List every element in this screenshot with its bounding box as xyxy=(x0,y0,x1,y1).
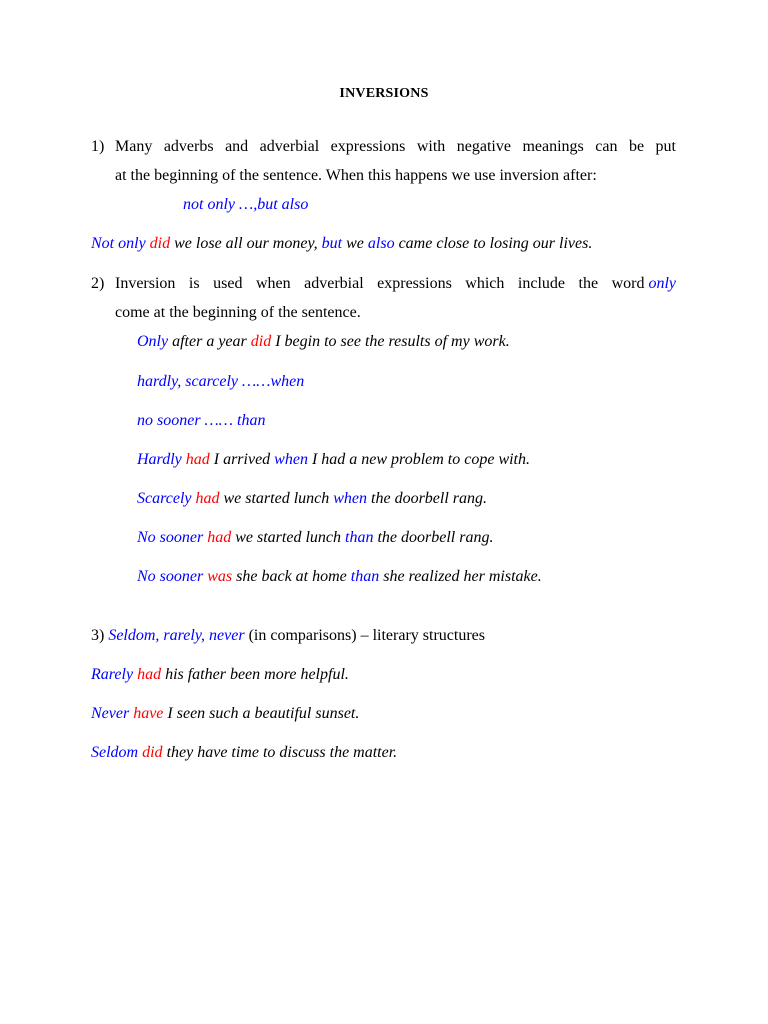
keyword: Never xyxy=(91,705,130,722)
section-2-line-1 xyxy=(115,274,676,294)
text: we xyxy=(342,235,368,252)
text: (in comparisons) – literary structures xyxy=(244,627,485,644)
pattern-no-sooner: no sooner …… than xyxy=(137,412,266,429)
keyword: Rarely xyxy=(91,666,134,683)
keyword: when xyxy=(333,490,368,507)
auxiliary: did xyxy=(142,744,163,761)
text: the doorbell rang. xyxy=(373,529,494,546)
section-1-line-1: Many adverbs and adverbial expressions with negative meanings can be put xyxy=(115,138,676,155)
text: I had a new problem to cope with. xyxy=(307,451,530,468)
auxiliary: had xyxy=(185,451,210,468)
keyword: Seldom xyxy=(91,744,139,761)
keyword: than xyxy=(345,529,374,546)
text: she realized her mistake. xyxy=(379,568,542,585)
text: came close to losing our lives. xyxy=(394,235,593,252)
example-rarely xyxy=(91,665,349,685)
keyword: Seldom, rarely, never xyxy=(108,627,245,644)
text: the doorbell rang. xyxy=(367,490,488,507)
example-scarcely xyxy=(137,489,487,509)
text: we started lunch xyxy=(231,529,345,546)
keyword: Hardly xyxy=(137,451,182,468)
example-seldom xyxy=(91,743,397,763)
example-no-sooner-had xyxy=(137,528,493,548)
example-not-only xyxy=(91,234,592,254)
example-no-sooner-was xyxy=(137,567,542,587)
auxiliary: did xyxy=(250,333,272,350)
keyword: also xyxy=(367,235,395,252)
auxiliary: did xyxy=(149,235,171,252)
keyword: Scarcely xyxy=(137,490,192,507)
text: I arrived xyxy=(209,451,275,468)
text: we lose all our money, xyxy=(170,235,322,252)
example-hardly xyxy=(137,450,530,470)
auxiliary: was xyxy=(207,568,233,585)
keyword: when xyxy=(274,451,308,468)
page-title: INVERSIONS xyxy=(339,86,429,101)
section-2-number: 2) xyxy=(91,275,105,292)
text: they have time to discuss the matter. xyxy=(162,744,398,761)
keyword: No sooner xyxy=(137,568,204,585)
keyword-only: only xyxy=(648,275,676,292)
auxiliary: had xyxy=(137,666,162,683)
text: I seen such a beautiful sunset. xyxy=(163,705,360,722)
keyword: No sooner xyxy=(137,529,204,546)
keyword: than xyxy=(350,568,380,585)
text: after a year xyxy=(168,333,251,350)
auxiliary: have xyxy=(133,705,164,722)
text: she back at home xyxy=(232,568,351,585)
section-2-line-1-text: Inversion is used when adverbial expressions which include the word xyxy=(115,275,645,292)
keyword: but xyxy=(321,235,343,252)
example-only xyxy=(137,332,510,352)
section-2-line-2: come at the beginning of the sentence. xyxy=(115,304,361,321)
auxiliary: had xyxy=(207,529,232,546)
example-never xyxy=(91,704,359,724)
text: we started lunch xyxy=(219,490,334,507)
text: his father been more helpful. xyxy=(161,666,349,683)
section-3-heading xyxy=(91,626,485,646)
section-1-line-2: at the beginning of the sentence. When this happens we use inversion after: xyxy=(115,167,597,184)
auxiliary: had xyxy=(195,490,220,507)
section-3-number: 3) xyxy=(91,627,105,644)
keyword: Only xyxy=(137,333,169,350)
pattern-hardly-scarcely: hardly, scarcely ……when xyxy=(137,373,305,390)
pattern-not-only: not only …,but also xyxy=(183,196,309,213)
text: I begin to see the results of my work. xyxy=(271,333,510,350)
keyword: Not only xyxy=(91,235,146,252)
section-1-number: 1) xyxy=(91,138,105,155)
